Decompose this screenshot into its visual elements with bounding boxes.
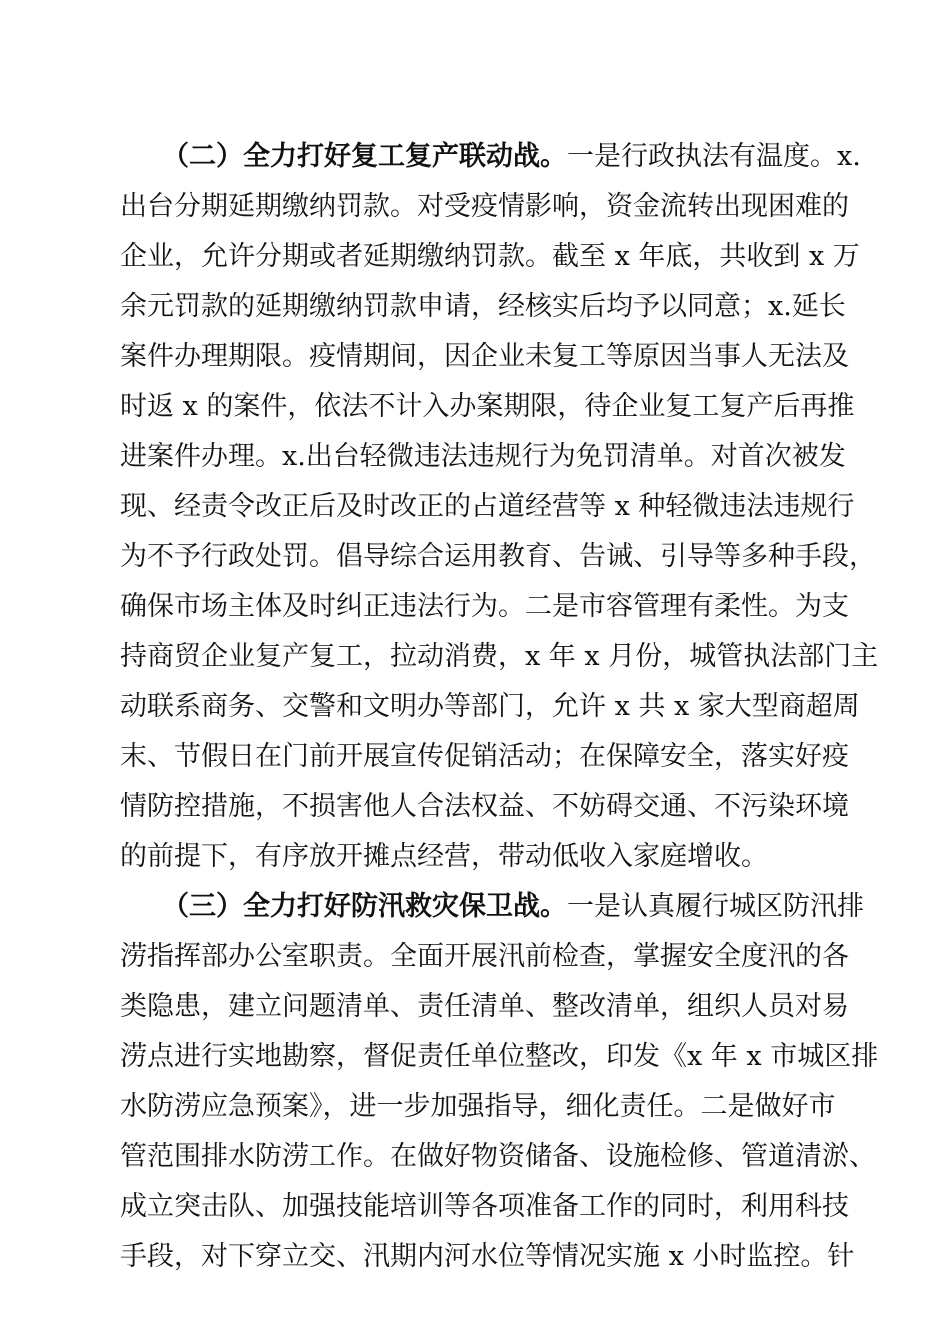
paragraph-1-line-11: 持商贸企业复产复工，拉动消费，x 年 x 月份，城管执法部门主 xyxy=(120,641,879,672)
paragraph-1-line-6: 时返 x 的案件，依法不计入办案期限，待企业复工复产后再推 xyxy=(120,391,855,422)
paragraph-1-line-8: 现、经责令改正后及时改正的占道经营等 x 种轻微违法违规行 xyxy=(120,491,855,522)
paragraph-2-line-6: 管范围排水防涝工作。在做好物资储备、设施检修、管道清淤、 xyxy=(120,1141,876,1172)
paragraph-1-line-9: 为不予行政处罚。倡导综合运用教育、告诫、引导等多种手段， xyxy=(120,541,876,572)
paragraph-1-heading: （二）全力打好复工复产联动战。 xyxy=(162,141,567,172)
paragraph-1-line-7: 进案件办理。x.出台轻微违法违规行为免罚清单。对首次被发 xyxy=(120,441,846,472)
paragraph-1-line-12: 动联系商务、交警和文明办等部门，允许 x 共 x 家大型商超周 xyxy=(120,691,860,722)
paragraph-2-heading: （三）全力打好防汛救灾保卫战。 xyxy=(162,891,567,922)
paragraph-1-line-10: 确保市场主体及时纠正违法行为。二是市容管理有柔性。为支 xyxy=(120,591,849,622)
paragraph-1-line-13: 末、节假日在门前开展宣传促销活动；在保障安全，落实好疫 xyxy=(120,741,849,772)
paragraph-1-line-1 xyxy=(162,137,861,177)
paragraph-1-line-5: 案件办理期限。疫情期间，因企业未复工等原因当事人无法及 xyxy=(120,341,849,372)
paragraph-2-line-2: 涝指挥部办公室职责。全面开展汛前检查，掌握安全度汛的各 xyxy=(120,941,849,972)
paragraph-2-line-5: 水防涝应急预案》，进一步加强指导，细化责任。二是做好市 xyxy=(120,1091,836,1122)
paragraph-2-line-1 xyxy=(162,887,864,927)
paragraph-2-line-4: 涝点进行实地勘察，督促责任单位整改，印发《x 年 x 市城区排 xyxy=(120,1041,879,1072)
paragraph-2-line-7: 成立突击队、加强技能培训等各项准备工作的同时，利用科技 xyxy=(120,1191,849,1222)
paragraph-1-first-line-text: 一是行政执法有温度。x. xyxy=(567,141,861,172)
paragraph-2-line-3: 类隐患，建立问题清单、责任清单、整改清单，组织人员对易 xyxy=(120,991,849,1022)
paragraph-1-line-2: 出台分期延期缴纳罚款。对受疫情影响，资金流转出现困难的 xyxy=(120,191,849,222)
paragraph-1-line-4: 余元罚款的延期缴纳罚款申请，经核实后均予以同意；x.延长 xyxy=(120,291,846,322)
paragraph-2-first-line-text: 一是认真履行城区防汛排 xyxy=(567,891,864,922)
paragraph-1-line-3: 企业，允许分期或者延期缴纳罚款。截至 x 年底，共收到 x 万 xyxy=(120,241,860,272)
paragraph-2-line-8: 手段，对下穿立交、汛期内河水位等情况实施 x 小时监控。针 xyxy=(120,1241,855,1272)
paragraph-1-line-15: 的前提下，有序放开摊点经营，带动低收入家庭增收。 xyxy=(120,841,768,872)
paragraph-1-line-14: 情防控措施，不损害他人合法权益、不妨碍交通、不污染环境 xyxy=(120,791,849,822)
